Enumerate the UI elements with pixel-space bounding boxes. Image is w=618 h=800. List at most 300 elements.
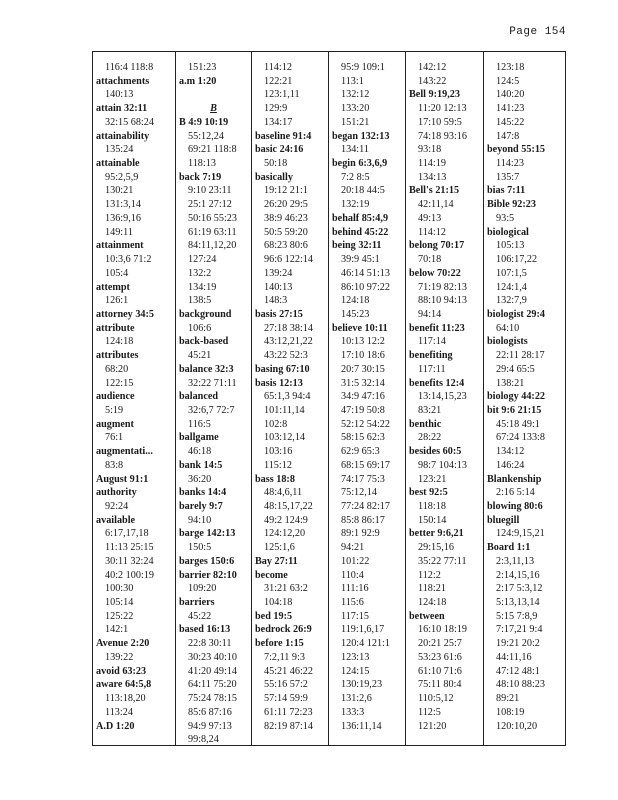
index-reference: 146:24: [496, 459, 525, 471]
index-reference: 124:9,15,21: [496, 528, 545, 540]
index-reference: 48:4,6,11: [264, 487, 303, 499]
index-term: blowing 80:6: [487, 501, 543, 512]
index-reference: 61:10 71:6: [418, 665, 462, 677]
index-term: barrier 82:10: [179, 569, 237, 581]
index-term: become: [255, 569, 288, 581]
index-reference: 132:2: [188, 267, 212, 279]
index-reference: 143:22: [418, 75, 447, 87]
index-reference: 105:4: [105, 267, 129, 279]
index-reference: 126:1: [105, 295, 129, 307]
index-term: better 9:6,21: [409, 528, 464, 540]
index-reference: 105:13: [496, 240, 525, 252]
index-reference: 11:13 25:15: [105, 542, 154, 554]
index-reference: 38:9 46:23: [264, 212, 308, 224]
index-term: besides 60:5: [409, 446, 462, 458]
index-reference: 20:18 44:5: [341, 185, 385, 197]
index-reference: 44:11,16: [496, 651, 532, 663]
index-reference: 134:17: [264, 116, 293, 128]
index-column-4: [328, 52, 405, 745]
index-reference: 7:17,21 9:4: [496, 624, 543, 636]
index-reference: 124:18: [418, 597, 447, 609]
index-term: belong 70:17: [409, 240, 465, 252]
index-reference: 98:7 104:13: [418, 459, 467, 471]
index-reference: 11:20 12:13: [418, 103, 467, 115]
index-term: behalf 85:4,9: [332, 212, 389, 224]
index-term: beyond 55:15: [487, 144, 546, 156]
index-reference: 49:13: [418, 212, 442, 224]
index-term: benefiting: [409, 350, 453, 362]
index-reference: 124:12,20: [264, 528, 306, 540]
index-reference: 50:18: [264, 158, 288, 170]
index-term: benefits 12:4: [409, 377, 465, 389]
index-reference: 62:9 65:3: [341, 446, 380, 458]
index-reference: 150:14: [418, 514, 447, 526]
index-reference: 9:10 23:11: [188, 185, 232, 197]
index-term: A.D 1:20: [96, 720, 135, 732]
index-reference: 32:6,7 72:7: [188, 404, 235, 416]
index-reference: 95:9 109:1: [341, 62, 385, 73]
index-reference: 69:21 118:8: [188, 144, 237, 156]
index-reference: 77:24 82:17: [341, 501, 390, 512]
index-reference: 107:1,5: [496, 267, 527, 279]
index-reference: 52:12 54:22: [341, 418, 390, 430]
index-reference: 71:19 82:13: [418, 281, 467, 293]
index-term: back-based: [179, 336, 229, 348]
index-section-letter: B: [210, 103, 217, 115]
index-reference: 19:21 20:2: [496, 638, 540, 650]
index-reference: 43:22 52:3: [264, 350, 308, 362]
index-reference: 120:10,20: [496, 720, 538, 732]
index-reference: 130:19,23: [341, 679, 383, 691]
index-reference: 6:17,17,18: [105, 528, 149, 540]
index-reference: 89:1 92:9: [341, 528, 380, 540]
index-reference: 85:8 86:17: [341, 514, 385, 526]
index-reference: 94:10: [188, 514, 212, 526]
index-reference: 149:11: [105, 226, 133, 238]
index-term: bedrock 26:9: [255, 624, 312, 636]
index-reference: 94:14: [418, 308, 442, 320]
index-term: authority: [96, 487, 137, 499]
index-reference: 139:22: [105, 651, 134, 663]
index-reference: 140:20: [496, 89, 525, 101]
index-reference: 138:21: [496, 377, 525, 389]
index-reference: 100:30: [105, 583, 134, 595]
index-reference: 121:20: [418, 720, 447, 732]
index-reference: 50:5 59:20: [264, 226, 308, 238]
index-reference: 17:10 18:6: [341, 350, 385, 362]
index-reference: 134:13: [418, 171, 447, 183]
index-column-1: [93, 52, 175, 745]
index-reference: 114:12: [264, 62, 292, 73]
index-term: biological: [487, 226, 529, 238]
index-reference: 116:5: [188, 418, 211, 430]
index-reference: 31:21 63:2: [264, 583, 308, 595]
index-reference: 45:21 46:22: [264, 665, 313, 677]
index-column-2: [175, 52, 251, 745]
index-reference: 13:14,15,23: [418, 391, 467, 403]
index-reference: 150:5: [188, 542, 212, 554]
index-term: barriers: [179, 597, 215, 609]
index-reference: 46:14 51:13: [341, 267, 390, 279]
index-reference: 133:3: [341, 706, 365, 718]
index-reference: 151:21: [341, 116, 370, 128]
index-reference: 123:1,11: [264, 89, 300, 101]
index-term: balanced: [179, 391, 219, 403]
index-term: basis 12:13: [255, 377, 303, 389]
index-reference: 32:15 68:24: [105, 116, 154, 128]
index-reference: 34:9 47:16: [341, 391, 385, 403]
index-reference: 129:9: [264, 103, 288, 115]
index-reference: 10:3,6 71:2: [105, 254, 152, 266]
index-reference: 53:23 61:6: [418, 651, 462, 663]
index-reference: 39:9 45:1: [341, 254, 380, 266]
index-reference: 19:12 21:1: [264, 185, 308, 197]
index-reference: 74:18 93:16: [418, 130, 467, 142]
index-term: Bell's 21:15: [409, 185, 460, 197]
index-reference: 68:23 80:6: [264, 240, 308, 252]
index-reference: 151:23: [188, 62, 217, 73]
index-reference: 76:1: [105, 432, 124, 444]
index-reference: 20:21 25:7: [418, 638, 462, 650]
index-reference: 135:24: [105, 144, 134, 156]
index-reference: 134:12: [496, 446, 525, 458]
index-reference: 64:10: [496, 322, 520, 334]
index-reference: 7:2 8:5: [341, 171, 370, 183]
index-reference: 58:15 62:3: [341, 432, 385, 444]
index-term: Avenue 2:20: [96, 638, 150, 650]
index-reference: 47:12 48:1: [496, 665, 540, 677]
index-reference: 50:16 55:23: [188, 212, 237, 224]
index-reference: 2:16 5:14: [496, 487, 535, 499]
index-reference: 117:15: [341, 610, 369, 622]
index-reference: 124:1,4: [496, 281, 527, 293]
index-reference: 48:10 88:23: [496, 679, 545, 691]
index-reference: 85:6 87:16: [188, 706, 232, 718]
index-column-5: [405, 52, 483, 745]
index-term: before 1:15: [255, 638, 304, 650]
index-reference: 64:11 75:20: [188, 679, 237, 691]
index-reference: 55:16 57:2: [264, 679, 308, 691]
index-reference: 65:1,3 94:4: [264, 391, 311, 403]
index-reference: 117:14: [418, 336, 446, 348]
index-reference: 86:10 97:22: [341, 281, 390, 293]
index-term: began 132:13: [332, 130, 390, 142]
index-reference: 124:5: [496, 75, 520, 87]
index-reference: 26:20 29:5: [264, 199, 308, 211]
index-term: below 70:22: [409, 267, 461, 279]
index-reference: 92:24: [105, 501, 129, 512]
index-term: barge 142:13: [179, 528, 236, 540]
index-reference: 75:11 80:4: [418, 679, 462, 691]
index-reference: 116:4 118:8: [105, 62, 154, 73]
index-reference: 45:18 49:1: [496, 418, 540, 430]
index-reference: 140:13: [105, 89, 134, 101]
index-term: barely 9:7: [179, 501, 223, 512]
index-reference: 125:22: [105, 610, 134, 622]
index-reference: 132:12: [341, 89, 370, 101]
index-term: Bell 9:19,23: [409, 89, 460, 101]
index-reference: 70:18: [418, 254, 442, 266]
index-reference: 2:3,11,13: [496, 555, 535, 567]
index-reference: 32:22 71:11: [188, 377, 237, 389]
index-reference: 49:2 124:9: [264, 514, 308, 526]
index-term: bed 19:5: [255, 610, 293, 622]
index-reference: 20:7 30:15: [341, 363, 385, 375]
index-reference: 30:23 40:10: [188, 651, 237, 663]
index-term: bias 7:11: [487, 185, 526, 197]
index-reference: 36:20: [188, 473, 212, 485]
index-reference: 132:19: [341, 199, 370, 211]
index-term: being 32:11: [332, 240, 382, 252]
index-reference: 123:21: [418, 473, 447, 485]
index-column-6: [483, 52, 565, 745]
index-reference: 101:11,14: [264, 404, 305, 416]
index-reference: 25:1 27:12: [188, 199, 232, 211]
index-reference: 2:17 5:3,12: [496, 583, 543, 595]
index-term: attainable: [96, 158, 140, 170]
index-term: attributes: [96, 350, 139, 362]
index-reference: 113:24: [105, 706, 133, 718]
index-reference: 117:11: [418, 363, 446, 375]
index-term: benefit 11:23: [409, 322, 465, 334]
index-reference: 102:8: [264, 418, 288, 430]
index-reference: 40:2 100:19: [105, 569, 154, 581]
index-reference: 147:8: [496, 130, 520, 142]
index-reference: 142:12: [418, 62, 447, 73]
index-reference: 28:22: [418, 432, 442, 444]
index-reference: 142:1: [105, 624, 129, 636]
index-reference: 108:19: [496, 706, 525, 718]
index-reference: 94:9 97:13: [188, 720, 232, 732]
index-reference: 118:21: [418, 583, 446, 595]
index-reference: 17:10 59:5: [418, 116, 462, 128]
index-reference: 106:6: [188, 322, 212, 334]
index-term: basic 24:16: [255, 144, 304, 156]
index-reference: 114:19: [418, 158, 446, 170]
index-reference: 148:3: [264, 295, 288, 307]
index-reference: 27:18 38:14: [264, 322, 313, 334]
index-term: attainability: [96, 130, 150, 142]
index-term: ballgame: [179, 432, 219, 444]
index-reference: 123:13: [341, 651, 370, 663]
index-reference: 61:19 63:11: [188, 226, 237, 238]
index-reference: 112:5: [418, 706, 441, 718]
index-term: Bible 92:23: [487, 199, 536, 211]
index-reference: 47:19 50:8: [341, 404, 385, 416]
index-term: begin 6:3,6,9: [332, 158, 388, 170]
index-frame: [92, 51, 566, 746]
index-reference: 120:4 121:1: [341, 638, 390, 650]
index-reference: 94:21: [341, 542, 365, 554]
index-reference: 124:15: [341, 665, 370, 677]
index-reference: 122:21: [264, 75, 293, 87]
index-term: attachments: [96, 75, 150, 87]
index-reference: 29:4 65:5: [496, 363, 535, 375]
index-reference: 139:24: [264, 267, 293, 279]
index-term: basing 67:10: [255, 363, 310, 375]
index-reference: 22:8 30:11: [188, 638, 232, 650]
index-term: avoid 63:23: [96, 665, 147, 677]
index-reference: 93:5: [496, 212, 515, 224]
index-reference: 134:11: [341, 144, 369, 156]
index-reference: 30:11 32:24: [105, 555, 154, 567]
index-term: August 91:1: [96, 473, 149, 485]
index-reference: 113:18,20: [105, 693, 146, 705]
index-term: basically: [255, 171, 293, 183]
index-reference: 104:18: [264, 597, 293, 609]
index-reference: 75:24 78:15: [188, 693, 237, 705]
index-reference: 48:15,17,22: [264, 501, 313, 512]
index-reference: 115:6: [341, 597, 364, 609]
index-reference: 46:18: [188, 446, 212, 458]
index-reference: 103:12,14: [264, 432, 306, 444]
index-reference: 95:2,5,9: [105, 171, 139, 183]
index-reference: 29:15,16: [418, 542, 454, 554]
index-term: aware 64:5,8: [96, 679, 152, 691]
index-term: available: [96, 514, 136, 526]
index-reference: 134:19: [188, 281, 217, 293]
index-reference: 123:18: [496, 62, 525, 73]
index-reference: 127:24: [188, 254, 217, 266]
index-reference: 41:20 49:14: [188, 665, 237, 677]
index-reference: 83:8: [105, 459, 124, 471]
index-term: biology 44:22: [487, 391, 546, 403]
index-reference: 132:7,9: [496, 295, 527, 307]
index-reference: 16:10 18:19: [418, 624, 467, 636]
index-reference: 109:20: [188, 583, 217, 595]
index-reference: 140:13: [264, 281, 293, 293]
index-reference: 93:18: [418, 144, 442, 156]
index-term: background: [179, 308, 232, 320]
index-term: based 16:13: [179, 624, 231, 636]
index-reference: 5:15 7:8,9: [496, 610, 538, 622]
index-reference: 57:14 59:9: [264, 693, 308, 705]
index-reference: 110:5,12: [418, 693, 454, 705]
index-reference: 135:7: [496, 171, 520, 183]
index-reference: 105:14: [105, 597, 134, 609]
index-term: bluegill: [487, 514, 520, 526]
index-reference: 45:21: [188, 350, 212, 362]
index-reference: 111:16: [341, 583, 369, 595]
index-reference: 136:9,16: [105, 212, 141, 224]
index-reference: 125:1,6: [264, 542, 295, 554]
index-reference: 141:23: [496, 103, 525, 115]
index-term: attorney 34:5: [96, 308, 154, 320]
index-reference: 131:2,6: [341, 693, 372, 705]
index-term: Board 1:1: [487, 542, 531, 554]
index-reference: 68:15 69:17: [341, 459, 390, 471]
index-reference: 89:21: [496, 693, 520, 705]
index-term: a.m 1:20: [179, 75, 217, 87]
index-term: B 4:9 10:19: [179, 116, 229, 128]
index-term: bank 14:5: [179, 459, 223, 471]
index-term: bit 9:6 21:15: [487, 404, 542, 416]
index-term: believe 10:11: [332, 322, 388, 334]
index-term: biologist 29:4: [487, 308, 546, 320]
index-term: Blankenship: [487, 473, 542, 485]
index-term: attainment: [96, 240, 144, 252]
index-term: augment: [96, 418, 134, 430]
index-reference: [176, 88, 251, 102]
index-reference: 124:18: [105, 336, 134, 348]
index-reference: 35:22 77:11: [418, 555, 467, 567]
index-reference: 130:21: [105, 185, 134, 197]
index-reference: 119:1,6,17: [341, 624, 385, 636]
index-reference: 115:12: [264, 459, 292, 471]
index-reference: 82:19 87:14: [264, 720, 313, 732]
index-term: balance 32:3: [179, 363, 234, 375]
index-reference: 88:10 94:13: [418, 295, 467, 307]
index-reference: 7:2,11 9:3: [264, 651, 305, 663]
index-reference: 61:11 72:23: [264, 706, 313, 718]
index-reference: 131:3,14: [105, 199, 141, 211]
index-reference: 96:6 122:14: [264, 254, 313, 266]
index-reference: 124:18: [341, 295, 370, 307]
index-term: baseline 91:4: [255, 130, 312, 142]
index-term: bass 18:8: [255, 473, 295, 485]
index-reference: 110:4: [341, 569, 364, 581]
index-term: between: [409, 610, 445, 622]
index-reference: 74:17 75:3: [341, 473, 385, 485]
index-reference: 118:18: [418, 501, 446, 512]
index-reference: 106:17,22: [496, 254, 538, 266]
index-reference: 45:22: [188, 610, 212, 622]
index-reference: 101:22: [341, 555, 370, 567]
index-reference: 42:11,14: [418, 199, 454, 211]
index-term: attain 32:11: [96, 103, 148, 115]
index-term: Bay 27:11: [255, 555, 298, 567]
index-reference: 10:13 12:2: [341, 336, 385, 348]
index-reference: 138:5: [188, 295, 212, 307]
index-reference: 136:11,14: [341, 720, 382, 732]
index-term: banks 14:4: [179, 487, 227, 499]
index-reference: 43:12,21,22: [264, 336, 313, 348]
index-term: back 7:19: [179, 171, 222, 183]
index-reference: 31:5 32:14: [341, 377, 385, 389]
index-term: attribute: [96, 322, 135, 334]
index-reference: 68:20: [105, 363, 129, 375]
index-term: audience: [96, 391, 135, 403]
index-reference: 5:13,13,14: [496, 597, 540, 609]
index-reference: 55:12,24: [188, 130, 224, 142]
index-reference: 83:21: [418, 404, 442, 416]
index-reference: 112:2: [418, 569, 441, 581]
index-reference: 2:14,15,16: [496, 569, 540, 581]
index-reference: 103:16: [264, 446, 293, 458]
page-number: Page 154: [509, 26, 566, 38]
index-column-3: [251, 52, 328, 745]
index-reference: 22:11 28:17: [496, 350, 545, 362]
index-reference: 84:11,12,20: [188, 240, 237, 252]
index-reference: 113:1: [341, 75, 364, 87]
index-term: augmentati...: [96, 446, 153, 458]
index-reference: 122:15: [105, 377, 134, 389]
index-term: best 92:5: [409, 487, 448, 499]
index-term: basis 27:15: [255, 308, 303, 320]
index-reference: 118:13: [188, 158, 216, 170]
index-reference: 145:23: [341, 308, 370, 320]
index-term: barges 150:6: [179, 555, 235, 567]
index-reference: 67:24 133:8: [496, 432, 545, 444]
index-reference: 114:23: [496, 158, 524, 170]
index-reference: 75:12,14: [341, 487, 377, 499]
index-reference: 114:12: [418, 226, 446, 238]
index-reference: 5:19: [105, 404, 124, 416]
index-reference: 99:8,24: [188, 734, 219, 745]
index-term: biologists: [487, 336, 528, 348]
index-term: attempt: [96, 281, 130, 293]
index-term: behind 45:22: [332, 226, 389, 238]
